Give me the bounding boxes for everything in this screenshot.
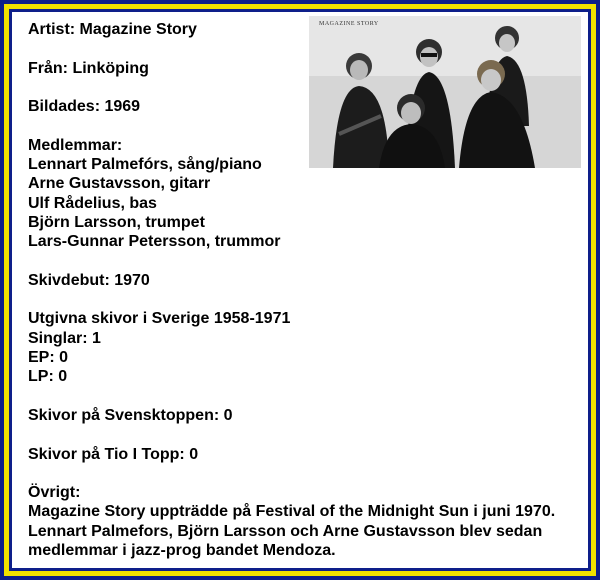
artist-name: Artist: Magazine Story (28, 21, 197, 38)
formed-year: Bildades: 1969 (28, 98, 141, 116)
singles-count: Singlar: 1 (28, 329, 101, 347)
member-item: Ulf Rådelius, bas (28, 194, 157, 212)
lp-count: LP: 0 (28, 368, 68, 386)
yellow-border (4, 4, 596, 576)
artist-info-text (28, 20, 578, 560)
tio-i-topp-count: Skivor på Tio I Topp: 0 (28, 445, 199, 463)
member-item: Arne Gustavsson, gitarr (28, 175, 211, 193)
member-item: Björn Larsson, trumpet (28, 213, 205, 231)
ep-count: EP: 0 (28, 349, 69, 367)
other-heading: Övrigt: (28, 484, 81, 502)
members-heading: Medlemmar: (28, 136, 123, 154)
info-card (9, 9, 591, 571)
releases-heading: Utgivna skivor i Sverige 1958-1971 (28, 310, 291, 328)
photo-caption: MAGAZINE STORY (319, 21, 379, 27)
origin: Från: Linköping (28, 59, 149, 77)
record-debut: Skivdebut: 1970 (28, 271, 150, 289)
member-item: Lennart Palmefórs, sång/piano (28, 156, 262, 174)
svensktoppen-count: Skivor på Svensktoppen: 0 (28, 406, 233, 424)
other-text: Magazine Story uppträdde på Festival of the Midnight Sun i juni 1970. Lennart Palmefors, Björn Larsson och Arne Gustavsson blev sedan medlemmar i jazz-prog bandet Mendoza. (28, 503, 556, 560)
member-item: Lars-Gunnar Petersson, trummor (28, 233, 281, 251)
